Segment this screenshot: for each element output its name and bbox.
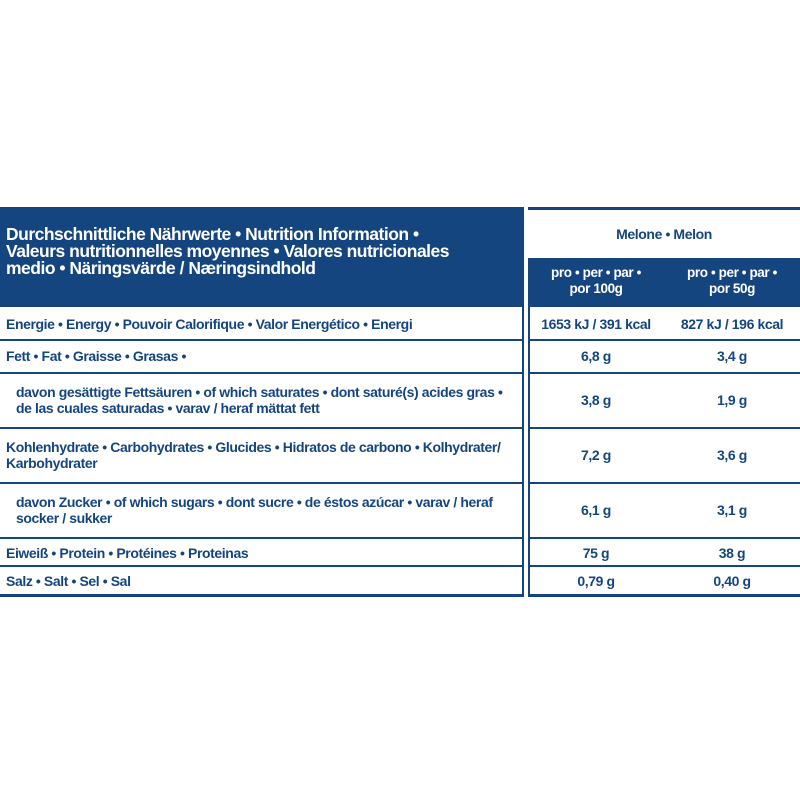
row-label-line: davon Zucker • of which sugars • dont sucre • de éstos azúcar • varav / heraf (16, 494, 493, 510)
row-label-line: Fett • Fat • Graisse • Grasas • (6, 348, 186, 364)
row-divider (0, 372, 522, 374)
row-label (0, 430, 524, 480)
row-label-line: Eiweiß • Protein • Protéines • Proteinas (6, 544, 249, 561)
value-per-100g: 1653 kJ / 391 kcal (541, 316, 651, 332)
row-label-line: socker / sukker (16, 510, 112, 526)
row-divider (530, 339, 800, 341)
row-divider (0, 427, 522, 429)
table-row (0, 540, 800, 565)
row-divider (0, 482, 522, 484)
table-row (0, 485, 800, 535)
row-label-line: de las cuales saturadas • varav / heraf mättat fett (16, 400, 320, 416)
per-100g-line: por 100g (569, 281, 623, 296)
column-border-left (522, 307, 524, 597)
value-per-50g: 3,1 g (717, 502, 747, 518)
per-header-cells (528, 258, 800, 307)
row-label (0, 342, 524, 370)
row-label-line: Salz • Salt • Sel • Sal (6, 573, 131, 589)
value-per-100g: 3,8 g (581, 392, 611, 408)
row-divider (530, 482, 800, 484)
table-row (0, 342, 800, 370)
row-divider (0, 537, 522, 539)
row-divider (530, 565, 800, 567)
value-per-50g: 827 kJ / 196 kcal (680, 316, 784, 332)
row-label (0, 375, 524, 425)
row-divider (530, 537, 800, 539)
row-label (0, 568, 524, 594)
row-divider (530, 427, 800, 429)
per-50g-line: por 50g (709, 281, 755, 296)
value-per-100g: 0,79 g (577, 573, 615, 589)
value-per-100g: 75 g (582, 544, 610, 561)
row-label-line: Karbohydrater (6, 455, 98, 471)
row-divider (0, 339, 522, 341)
per-50g-header (664, 265, 800, 297)
row-divider (0, 565, 522, 567)
value-per-50g: 38 g (718, 544, 746, 561)
header-title-line: Durchschnittliche Nährwerte • Nutrition Information • (6, 224, 419, 244)
value-per-50g: 0,40 g (713, 573, 751, 589)
value-per-50g: 1,9 g (717, 392, 747, 408)
row-label (0, 310, 524, 338)
per-100g-line: pro • per • par • (551, 265, 641, 280)
value-per-100g: 6,8 g (581, 348, 611, 364)
row-label-line: davon gesättigte Fettsäuren • of which saturates • dont saturé(s) acides gras • (16, 384, 503, 400)
row-label (0, 540, 524, 565)
value-per-100g: 7,2 g (581, 447, 611, 463)
value-per-50g: 3,6 g (717, 447, 747, 463)
table-row (0, 375, 800, 425)
header-title-line: medio • Näringsvärde / Næringsindhold (6, 258, 316, 278)
row-label-line: Energie • Energy • Pouvoir Calorifique • Valor Energético • Energi (6, 316, 413, 332)
bottom-rule (0, 594, 522, 597)
table-header-title (0, 207, 524, 307)
row-label (0, 485, 524, 535)
row-label-line: Kohlenhydrate • Carbohydrates • Glucides • Hidratos de carbono • Kolhydrater/ (6, 439, 501, 455)
product-name-cell (528, 207, 800, 258)
product-name: Melone • Melon (616, 226, 712, 242)
per-100g-header (528, 265, 664, 297)
row-divider (530, 372, 800, 374)
per-50g-line: pro • per • par • (687, 265, 777, 280)
table-row (0, 310, 800, 338)
column-border-right (528, 307, 530, 597)
value-per-50g: 3,4 g (717, 348, 747, 364)
table-row (0, 430, 800, 480)
table-row (0, 568, 800, 594)
nutrition-label (0, 207, 800, 597)
header-title-line: Valeurs nutritionnelles moyennes • Valores nutricionales (6, 241, 450, 261)
value-per-100g: 6,1 g (581, 502, 611, 518)
bottom-rule (530, 594, 800, 597)
